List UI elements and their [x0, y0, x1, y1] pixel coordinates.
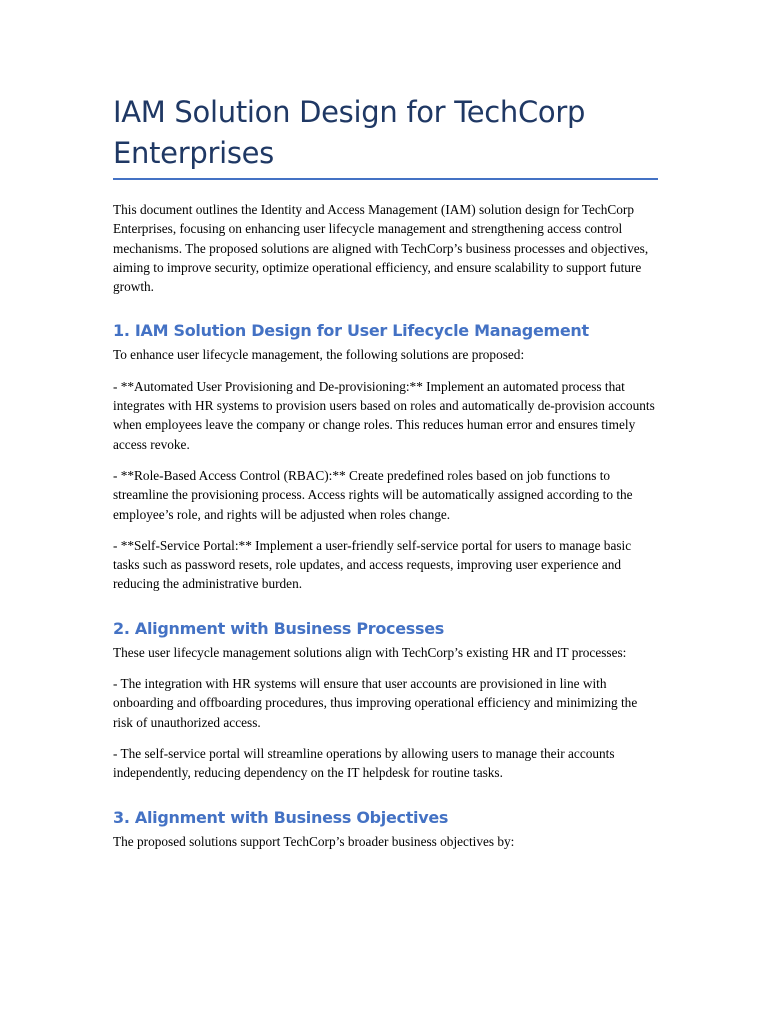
section-business-processes: [113, 618, 658, 783]
section-heading: 2. Alignment with Business Processes: [113, 618, 445, 638]
list-item: - **Automated User Provisioning and De-provisioning:** Implement an automated process that integrates with HR systems to provision users based on roles and automatically de-provision accounts when employees leave the company or change roles. This reduces human error and ensures timely access revoke.: [113, 378, 655, 452]
document-title: IAM Solution Design for TechCorp Enterprises: [113, 95, 586, 170]
section-business-objectives: [113, 807, 658, 851]
section-user-lifecycle: [113, 320, 658, 593]
title-divider: [113, 178, 658, 180]
section-lead: These user lifecycle management solutions align with TechCorp’s existing HR and IT processes:: [113, 644, 627, 660]
section-lead: The proposed solutions support TechCorp’s broader business objectives by:: [113, 833, 515, 849]
section-heading: 3. Alignment with Business Objectives: [113, 807, 449, 827]
intro-paragraph: This document outlines the Identity and Access Management (IAM) solution design for TechCorp Enterprises, focusing on enhancing user lifecycle management and strengthening access control mechanisms. The proposed solutions are aligned with TechCorp’s business processes and objectives, aiming to improve security, optimize operational efficiency, and ensure scalability to support future growth.: [113, 202, 649, 295]
list-item: - **Role-Based Access Control (RBAC):** Create predefined roles based on job functions to streamline the provisioning process. Access rights will be automatically assigned according to the employee’s role, and rights will be adjusted when roles change.: [113, 467, 633, 522]
list-item: - The integration with HR systems will ensure that user accounts are provisioned in line with onboarding and offboarding procedures, thus improving operational efficiency and minimizing the risk of unauthorized access.: [113, 676, 638, 730]
section-lead: To enhance user lifecycle management, the following solutions are proposed:: [113, 347, 525, 363]
list-item: - **Self-Service Portal:** Implement a user-friendly self-service portal for users to manage basic tasks such as password resets, role updates, and access requests, improving user experience and reducing the administrative burden.: [113, 537, 632, 592]
document-page: [113, 92, 658, 863]
list-item: - The self-service portal will streamline operations by allowing users to manage their accounts independently, reducing dependency on the IT helpdesk for routine tasks.: [113, 745, 615, 781]
section-heading: 1. IAM Solution Design for User Lifecycle Management: [113, 321, 589, 341]
